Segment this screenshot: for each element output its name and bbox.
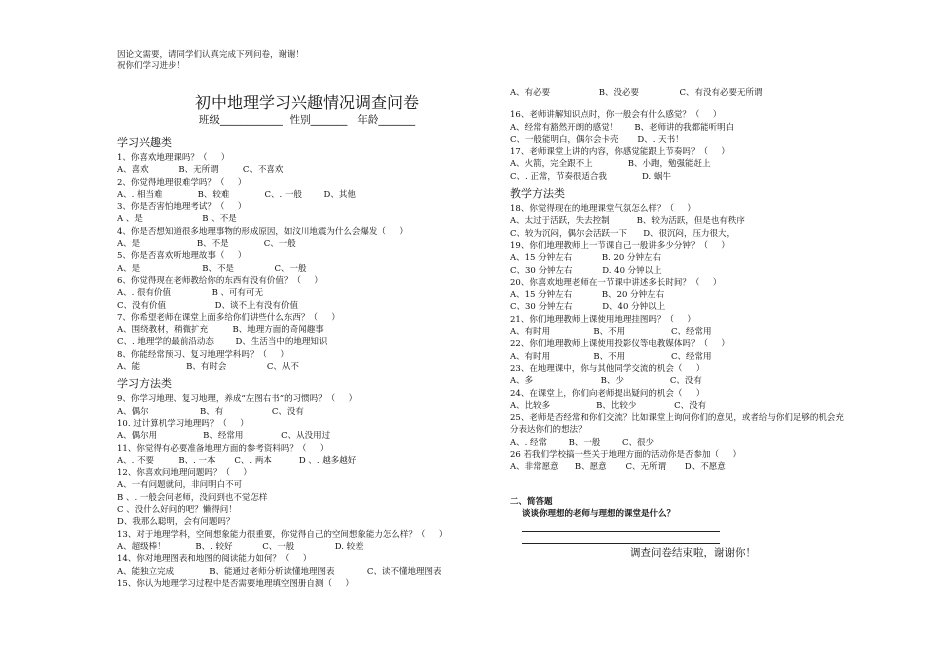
question-line: C、没有价值 D、谈不上有没有价值 — [117, 300, 298, 311]
question-line: A、超级棒！ B、. 较好 C、一般 D. 较差 — [117, 541, 364, 552]
question-line: 3、你是否害怕地理考试？（ ） — [117, 202, 247, 213]
question-line: 8、你能经常预习、复习地理学科吗？（ ） — [117, 349, 289, 360]
question-line: 21、你们地理教师上课使用地理挂图吗？（ ） — [510, 314, 696, 325]
question-line: 18、你觉得现在的地理课堂气氛怎么样？（ ） — [510, 204, 696, 215]
question-line: A、围绕教材，稍微扩充 B、地理方面的奇闻趣事 — [117, 325, 324, 336]
question-line: 11、你觉得有必要准备地理方面的参考资料吗？（ ） — [117, 443, 329, 454]
student-info-line: 班级____________ 性别_______ 年龄_______ — [198, 114, 416, 126]
question-line: A、非常愿意 B、愿意 C、无所谓 D、不愿意 — [510, 462, 726, 473]
short-answer-question: 谈谈你理想的老师与理想的课堂是什么？ — [522, 509, 676, 519]
question-line: 6、你觉得现在老师教给你的东西有没有价值？（ ） — [117, 275, 323, 286]
question-line: 2、你觉得地理很难学吗？（ ） — [117, 177, 247, 188]
intro-note — [117, 50, 304, 72]
question-line: C 、没什么好问的吧？懒得问！ — [117, 505, 237, 516]
short-answer-section — [510, 496, 675, 520]
left-column — [117, 132, 502, 590]
section-heading: 学习方法类 — [117, 377, 172, 391]
question-line: C、30 分钟左右 D. 40 分钟以上 — [510, 265, 662, 276]
question-line: A、. 不要 B、. 一本 C、. 两本 D 、. 越多越好 — [117, 455, 357, 466]
question-line: 分表达你们的想法？ — [510, 425, 587, 436]
question-line: 19、你们地理教师上一节课自己一般讲多少分钟？（ ） — [510, 240, 730, 251]
question-line: A 、是 B 、不是 — [117, 214, 237, 225]
question-line: C、. 正常，节奏很适合我 D. 蜗牛 — [510, 171, 671, 182]
question-line: C、30 分钟左右 D、40 分钟以上 — [510, 302, 666, 313]
question-line: A、15 分钟左右 B. 20 分钟左右 — [510, 253, 662, 264]
question-line: 16、老师讲解知识点时，你一般会有什么感觉？（ ） — [510, 110, 722, 121]
intro-line-2: 祝你们学习进步！ — [117, 61, 186, 71]
question-line: A、能独立完成 B、能通过老师分析读懂地理图表 C、读不懂地理图表 — [117, 566, 442, 577]
question-line: 5、你是否喜欢听地理故事（ ） — [117, 251, 247, 262]
question-line: 15、你认为地理学习过程中是否需要地理填空图册自测（ ） — [117, 578, 354, 589]
section-heading: 教学方法类 — [510, 187, 565, 201]
spacer — [510, 99, 895, 109]
question-line: C、较为沉闷，偶尔会活跃一下 D、很沉闷，压力很大， — [510, 228, 736, 239]
question-line: C、. 地理学的最前沿动态 D、生活当中的地理知识 — [117, 337, 328, 348]
question-line: 12、你喜欢问地理问题吗？（ ） — [117, 468, 252, 479]
question-line: A、是 B、不是 C、一般 — [117, 239, 296, 250]
question-line: 13、对于地理学科，空间想象能力很重要，你觉得自己的空间想象能力怎么样？（ ） — [117, 529, 448, 540]
question-line: 14、你对地理图表和地图的阅读能力如何？（ ） — [117, 554, 312, 565]
question-line: 7、你希望老师在课堂上面多给你们讲些什么东西？（ ） — [117, 312, 340, 323]
closing-message: 调查问卷结束啦，谢谢你！ — [630, 547, 756, 559]
question-line: 20、你喜欢地理老师在一节课中讲述多长时间？（ ） — [510, 277, 722, 288]
right-column — [510, 87, 895, 474]
question-line: A、多 B、少 C、没有 — [510, 376, 702, 387]
question-line: A、. 经常 B、一般 C、很少 — [510, 437, 655, 448]
question-line: A、火箭，完全跟不上 B、小跑，勉强能赶上 — [510, 159, 711, 170]
question-line: 10. 过计算机学习地理吗？（ ） — [117, 418, 249, 429]
question-line: 24、在课堂上，你们向老师提出疑问的机会（ ） — [510, 388, 705, 399]
page-title: 初中地理学习兴趣情况调查问卷 — [194, 93, 419, 112]
question-line: 25、老师是否经常和你们交流？比如课堂上询问你们的意见，或者给与你们足够的机会充 — [510, 413, 844, 424]
intro-line-1: 因论文需要，请同学们认真完成下列问卷，谢谢！ — [117, 50, 305, 60]
question-line: A、能 B、有时会 C、从不 — [117, 362, 299, 373]
question-line: A、有时用 B、不用 C、经常用 — [510, 327, 712, 338]
question-line: A、经常有豁然开朗的感觉！ B、老师讲的我都能听明白 — [510, 122, 735, 133]
question-line: A、15 分钟左右 B、20 分钟左右 — [510, 290, 665, 301]
answer-line-1[interactable] — [522, 531, 720, 532]
question-line: D、我那么聪明，会有问题吗？ — [117, 517, 235, 528]
question-line: 22、你们地理教师上课使用投影仪等电教媒体吗？（ ） — [510, 339, 730, 350]
question-line: 4、你是否想知道很多地理事物的形成原因，如汶川地震为什么会爆发（ ） — [117, 226, 408, 237]
question-line: A、. 很有价值 B 、可有可无 — [117, 288, 264, 299]
question-line: C、一般能明白，偶尔会卡壳 D、. 天书！ — [510, 134, 684, 145]
question-line: 17、老师课堂上讲的内容，你感觉能跟上节奏吗？（ ） — [510, 147, 730, 158]
short-answer-heading: 二、简答题 — [510, 497, 553, 507]
answer-line-2[interactable] — [522, 543, 720, 544]
question-line: A、喜欢 B、无所谓 C、不喜欢 — [117, 165, 284, 176]
question-line: A、偶尔 B、有 C、没有 — [117, 406, 304, 417]
question-line: A、有时用 B、不用 C、经常用 — [510, 351, 712, 362]
question-line: A、偶尔用 B、经常用 C、从没用过 — [117, 431, 331, 442]
question-line: 23、在地理课中，你与其他同学交流的机会（ ） — [510, 363, 705, 374]
question-line: A、太过于活跃，失去控制 B、较为活跃，但是也有秩序 — [510, 216, 745, 227]
question-line: A、一有问题就问，非问明白不可 — [117, 480, 243, 491]
question-line: 26 若我们学校搞一些关于地理方面的活动你是否参加（ ） — [510, 450, 742, 461]
section-heading: 学习兴趣类 — [117, 136, 172, 149]
question-line: A、比较多 B、比较少 C、没有 — [510, 400, 707, 411]
question-line: B 、. 一般会问老师，没问到也不觉怎样 — [117, 492, 268, 503]
question-line: 9、你学习地理、复习地理，养成“左图右书”的习惯吗？（ ） — [117, 394, 358, 405]
question-line: A、. 相当难 B、较难 C、. 一般 D、其他 — [117, 189, 356, 200]
question-line: 1、你喜欢地理课吗？（ ） — [117, 153, 230, 163]
question-line: A、是 B、不是 C、一般 — [117, 263, 307, 274]
question-line: A、有必要 B、没必要 C、有没有必要无所谓 — [510, 88, 763, 98]
